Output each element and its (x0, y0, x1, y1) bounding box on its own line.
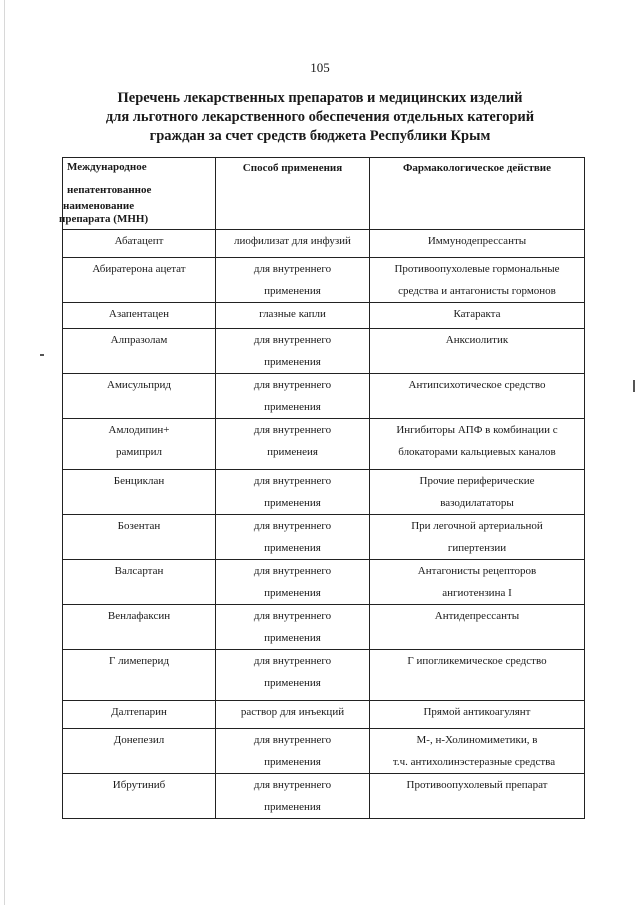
cell-action-line: Прочие периферические (419, 475, 535, 487)
cell-action-line: гипертензии (447, 542, 507, 554)
header-inn-line: Международное (67, 161, 147, 173)
table-row (63, 374, 585, 419)
cell-method-line: для внутреннего (253, 475, 332, 487)
cell-method-line: применения (264, 497, 321, 509)
cell-action-line: средства и антагонисты гормонов (398, 285, 556, 297)
cell-inn-line: Азапентацен (108, 308, 170, 320)
cell-action-line: Г ипогликемическое средство (407, 655, 547, 667)
cell-inn-line: Абатацепт (114, 235, 164, 247)
cell-action (370, 729, 585, 774)
cell-inn (63, 701, 216, 729)
cell-inn (63, 470, 216, 515)
cell-action-line: вазодилататоры (440, 497, 514, 509)
cell-inn-line: Далтепарин (111, 706, 167, 718)
cell-method (216, 701, 370, 729)
header-action: Фармакологическое действие (370, 158, 585, 230)
header-inn-line: непатентованное (67, 184, 152, 196)
cell-method-line: применеия (267, 446, 318, 458)
cell-inn (63, 329, 216, 374)
cell-action-line: Ингибиторы АПФ в комбинации с (396, 424, 558, 436)
margin-mark-right (633, 380, 635, 392)
cell-action (370, 560, 585, 605)
cell-method-line: глазные капли (259, 308, 326, 320)
cell-method-line: для внутреннего (253, 610, 332, 622)
cell-action (370, 650, 585, 701)
cell-action-line: М-, н-Холиномиметики, в (416, 734, 538, 746)
table-row (63, 329, 585, 374)
cell-action-line: Антидепрессанты (434, 610, 520, 622)
table-row (63, 729, 585, 774)
cell-inn-line: Бенциклан (113, 475, 165, 487)
margin-mark-left (40, 354, 44, 356)
cell-inn (63, 774, 216, 819)
table-row (63, 774, 585, 819)
table-row (63, 230, 585, 258)
page-crease (4, 0, 5, 905)
cell-action-line: Катаракта (453, 308, 501, 320)
cell-method-line: применения (264, 285, 321, 297)
title-line: Перечень лекарственных препаратов и медицинских изделий (117, 90, 523, 106)
table-row (63, 605, 585, 650)
cell-inn-line: Г лимеперид (108, 655, 170, 667)
cell-inn-line: Бозентан (117, 520, 161, 532)
cell-action-line: Антагонисты рецепторов (417, 565, 537, 577)
cell-method-line: лиофилизат для инфузий (234, 235, 351, 247)
cell-method (216, 470, 370, 515)
cell-action-line: При легочной артериальной (411, 520, 543, 532)
cell-inn (63, 230, 216, 258)
table-row (63, 303, 585, 329)
cell-method-line: для внутреннего (253, 379, 332, 391)
cell-method-line: для внутреннего (253, 263, 332, 275)
cell-action (370, 515, 585, 560)
cell-inn (63, 729, 216, 774)
page-number: 105 (310, 60, 330, 75)
cell-action (370, 419, 585, 470)
cell-method-line: применения (264, 542, 321, 554)
cell-action-line: Иммунодепрессанты (427, 235, 527, 247)
cell-action (370, 329, 585, 374)
cell-action (370, 470, 585, 515)
cell-inn-line: Амисульприд (107, 379, 171, 391)
cell-method-line: для внутреннего (253, 565, 332, 577)
header-inn-line: наименование (63, 200, 135, 212)
table-row (63, 515, 585, 560)
cell-inn (63, 650, 216, 701)
cell-method (216, 650, 370, 701)
cell-action-line: ангиотензина I (442, 587, 512, 599)
cell-action (370, 258, 585, 303)
cell-action-line: Прямой антикоагулянт (423, 706, 531, 718)
cell-method-line: применения (264, 677, 321, 689)
cell-inn-line: рамиприл (116, 446, 162, 458)
cell-inn (63, 258, 216, 303)
cell-action (370, 701, 585, 729)
cell-method (216, 605, 370, 650)
cell-method (216, 774, 370, 819)
cell-action-line: Антипсихотическое средство (408, 379, 546, 391)
cell-method-line: применения (264, 356, 321, 368)
cell-action (370, 605, 585, 650)
cell-action-line: блокаторами кальциевых каналов (398, 446, 556, 458)
cell-action-line: Противоопухолевые гормональные (394, 263, 560, 275)
cell-action-line: Анксиолитик (445, 334, 509, 346)
document-title (60, 89, 580, 146)
header-inn (59, 158, 216, 230)
cell-inn (63, 374, 216, 419)
cell-method-line: применения (264, 801, 321, 813)
cell-inn-line: Донепезил (113, 734, 165, 746)
cell-action (370, 774, 585, 819)
cell-method-line: применения (264, 401, 321, 413)
cell-inn-line: Венлафаксин (107, 610, 171, 622)
table-row (63, 419, 585, 470)
cell-method-line: для внутреннего (253, 734, 332, 746)
medications-table (59, 157, 585, 819)
cell-action (370, 230, 585, 258)
cell-method (216, 329, 370, 374)
cell-method-line: для внутреннего (253, 520, 332, 532)
cell-inn-line: Алпразолам (110, 334, 168, 346)
cell-method-line: для внутреннего (253, 424, 332, 436)
table-row (63, 701, 585, 729)
cell-method (216, 560, 370, 605)
cell-method-line: применения (264, 587, 321, 599)
cell-action-line: Противоопухолевый препарат (406, 779, 548, 791)
cell-method (216, 374, 370, 419)
cell-action (370, 303, 585, 329)
cell-method (216, 258, 370, 303)
cell-method (216, 515, 370, 560)
table-row (63, 560, 585, 605)
cell-method-line: применения (264, 756, 321, 768)
cell-inn-line: Ибрутиниб (112, 779, 166, 791)
table-row (63, 258, 585, 303)
cell-method (216, 419, 370, 470)
cell-inn (63, 303, 216, 329)
cell-inn (63, 515, 216, 560)
header-method: Способ применения (216, 158, 370, 230)
cell-action (370, 374, 585, 419)
cell-action-line: т.ч. антихолинэстеразные средства (392, 756, 556, 768)
table-header-row (63, 158, 585, 230)
cell-method-line: для внутреннего (253, 334, 332, 346)
cell-inn (63, 419, 216, 470)
cell-method-line: для внутреннего (253, 779, 332, 791)
title-line: граждан за счет средств бюджета Республики Крым (149, 128, 491, 144)
table-row (63, 650, 585, 701)
cell-method (216, 729, 370, 774)
cell-inn (63, 560, 216, 605)
cell-inn-line: Абиратерона ацетат (92, 263, 186, 275)
cell-inn-line: Амлодипин+ (108, 424, 170, 436)
table-row (63, 470, 585, 515)
cell-method (216, 303, 370, 329)
cell-method-line: для внутреннего (253, 655, 332, 667)
cell-method-line: раствор для инъекций (240, 706, 345, 718)
title-line: для льготного лекарственного обеспечения отдельных категорий (105, 109, 535, 125)
cell-method-line: применения (264, 632, 321, 644)
cell-inn (63, 605, 216, 650)
cell-inn-line: Валсартан (114, 565, 164, 577)
header-inn-line: препарата (МНН) (59, 213, 149, 225)
cell-method (216, 230, 370, 258)
